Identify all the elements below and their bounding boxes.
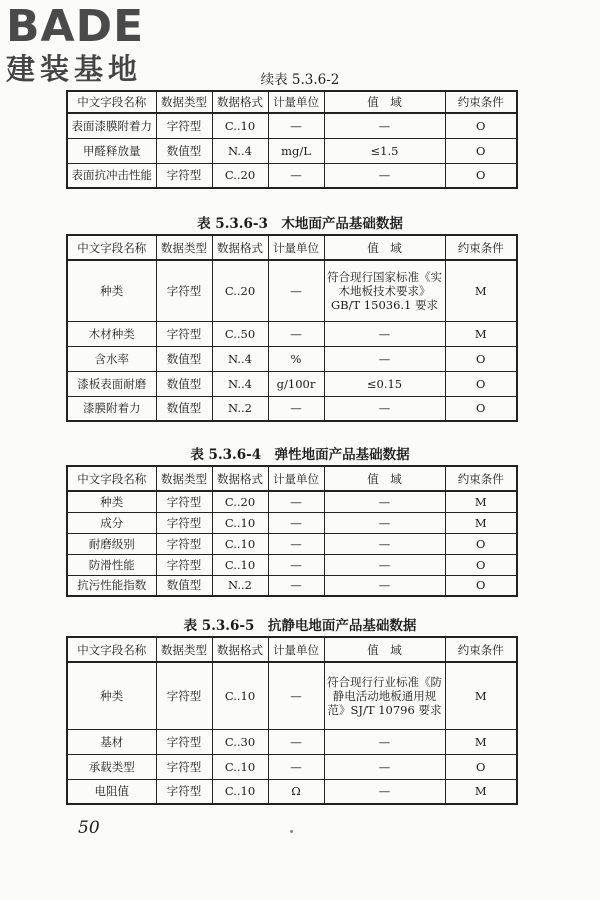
cell: C..20 bbox=[212, 163, 268, 188]
cell: C..30 bbox=[212, 729, 268, 754]
cell: O bbox=[445, 575, 517, 596]
cell: N..4 bbox=[212, 371, 268, 396]
cell: M bbox=[445, 491, 517, 512]
cell: — bbox=[268, 321, 324, 346]
cell: 基材 bbox=[67, 729, 156, 754]
header-cell: 计量单位 bbox=[268, 466, 324, 491]
cell: ≤1.5 bbox=[324, 138, 445, 163]
cell: — bbox=[268, 491, 324, 512]
header-cell: 中文字段名称 bbox=[67, 637, 156, 662]
cell: 数值型 bbox=[156, 138, 212, 163]
header-cell: 数据格式 bbox=[212, 637, 268, 662]
cell: C..10 bbox=[212, 779, 268, 804]
cell: 种类 bbox=[67, 662, 156, 729]
table-row bbox=[67, 754, 517, 779]
cell: 字符型 bbox=[156, 533, 212, 554]
header-cell: 约束条件 bbox=[445, 91, 517, 113]
cell: — bbox=[268, 512, 324, 533]
cell: — bbox=[324, 754, 445, 779]
header-cell: 计量单位 bbox=[268, 637, 324, 662]
logo-text-en: BADE bbox=[6, 1, 145, 52]
table-row bbox=[67, 533, 517, 554]
cell: 字符型 bbox=[156, 321, 212, 346]
cell: 字符型 bbox=[156, 554, 212, 575]
cell: O bbox=[445, 554, 517, 575]
cell: 数值型 bbox=[156, 396, 212, 421]
cell: 耐磨级别 bbox=[67, 533, 156, 554]
cell: 表面漆膜附着力 bbox=[67, 113, 156, 138]
header-cell: 数据格式 bbox=[212, 466, 268, 491]
table1-caption: 续表 5.3.6-2 bbox=[260, 72, 340, 88]
cell: 表面抗冲击性能 bbox=[67, 163, 156, 188]
cell: — bbox=[324, 575, 445, 596]
table-row bbox=[67, 396, 517, 421]
cell: — bbox=[268, 575, 324, 596]
cell: 数值型 bbox=[156, 346, 212, 371]
cell: g/100r bbox=[268, 371, 324, 396]
table1-header-row bbox=[67, 91, 517, 113]
table-row bbox=[67, 113, 517, 138]
cell: O bbox=[445, 754, 517, 779]
logo-text-cn: 建装基地 bbox=[6, 52, 143, 86]
header-cell: 值 域 bbox=[324, 466, 445, 491]
cell: % bbox=[268, 346, 324, 371]
cell: 种类 bbox=[67, 491, 156, 512]
header-cell: 计量单位 bbox=[268, 235, 324, 260]
cell: — bbox=[324, 491, 445, 512]
table3-caption: 表 5.3.6-4 弹性地面产品基础数据 bbox=[190, 447, 410, 463]
cell: M bbox=[445, 512, 517, 533]
cell: O bbox=[445, 371, 517, 396]
table-row bbox=[67, 346, 517, 371]
header-cell: 值 域 bbox=[324, 235, 445, 260]
cell: 符合现行行业标准《防静电活动地板通用规范》SJ/T 10796 要求 bbox=[324, 662, 445, 729]
table4 bbox=[66, 636, 518, 805]
cell: 漆膜附着力 bbox=[67, 396, 156, 421]
table-row bbox=[67, 138, 517, 163]
header-cell: 约束条件 bbox=[445, 235, 517, 260]
table-row bbox=[67, 554, 517, 575]
table-row bbox=[67, 163, 517, 188]
cell: — bbox=[324, 346, 445, 371]
cell: O bbox=[445, 113, 517, 138]
cell: O bbox=[445, 346, 517, 371]
cell: 数值型 bbox=[156, 371, 212, 396]
table-row bbox=[67, 575, 517, 596]
cell: — bbox=[324, 554, 445, 575]
cell: — bbox=[268, 396, 324, 421]
cell: M bbox=[445, 729, 517, 754]
cell: M bbox=[445, 662, 517, 729]
cell: C..50 bbox=[212, 321, 268, 346]
header-cell: 中文字段名称 bbox=[67, 91, 156, 113]
cell: mg/L bbox=[268, 138, 324, 163]
page-number: 50 bbox=[78, 818, 100, 838]
cell: — bbox=[324, 779, 445, 804]
cell: M bbox=[445, 260, 517, 321]
cell: — bbox=[268, 113, 324, 138]
table-row bbox=[67, 779, 517, 804]
cell: O bbox=[445, 533, 517, 554]
cell: 字符型 bbox=[156, 260, 212, 321]
cell: 字符型 bbox=[156, 163, 212, 188]
cell: 成分 bbox=[67, 512, 156, 533]
cell: C..20 bbox=[212, 260, 268, 321]
cell: — bbox=[268, 163, 324, 188]
cell: — bbox=[324, 533, 445, 554]
header-cell: 约束条件 bbox=[445, 637, 517, 662]
cell: C..10 bbox=[212, 113, 268, 138]
cell: N..4 bbox=[212, 138, 268, 163]
cell: C..10 bbox=[212, 512, 268, 533]
cell: C..10 bbox=[212, 533, 268, 554]
cell: — bbox=[268, 554, 324, 575]
header-cell: 数据类型 bbox=[156, 637, 212, 662]
header-cell: 中文字段名称 bbox=[67, 235, 156, 260]
cell: — bbox=[268, 662, 324, 729]
cell: 字符型 bbox=[156, 779, 212, 804]
cell: — bbox=[268, 754, 324, 779]
header-cell: 值 域 bbox=[324, 91, 445, 113]
header-cell: 值 域 bbox=[324, 637, 445, 662]
table4-header-row bbox=[67, 637, 517, 662]
table2-caption: 表 5.3.6-3 木地面产品基础数据 bbox=[197, 216, 403, 232]
cell: — bbox=[324, 512, 445, 533]
cell: 电阻值 bbox=[67, 779, 156, 804]
table3-header-row bbox=[67, 466, 517, 491]
cell: ≤0.15 bbox=[324, 371, 445, 396]
table-row bbox=[67, 662, 517, 729]
cell: 防滑性能 bbox=[67, 554, 156, 575]
cell: C..10 bbox=[212, 754, 268, 779]
table-row bbox=[67, 729, 517, 754]
cell: N..2 bbox=[212, 396, 268, 421]
cell: 承载类型 bbox=[67, 754, 156, 779]
cell: M bbox=[445, 321, 517, 346]
cell: — bbox=[324, 396, 445, 421]
cell: O bbox=[445, 138, 517, 163]
cell: 数值型 bbox=[156, 575, 212, 596]
table-row bbox=[67, 491, 517, 512]
cell: — bbox=[268, 729, 324, 754]
table4-caption: 表 5.3.6-5 抗静电地面产品基础数据 bbox=[183, 618, 417, 634]
table3 bbox=[66, 465, 518, 597]
cell: 字符型 bbox=[156, 754, 212, 779]
cell: N..2 bbox=[212, 575, 268, 596]
table-row bbox=[67, 260, 517, 321]
table1 bbox=[66, 90, 518, 189]
table2 bbox=[66, 234, 518, 422]
table-row bbox=[67, 371, 517, 396]
cell: — bbox=[324, 321, 445, 346]
cell: 漆板表面耐磨 bbox=[67, 371, 156, 396]
cell: 抗污性能指数 bbox=[67, 575, 156, 596]
cell: O bbox=[445, 396, 517, 421]
header-cell: 数据格式 bbox=[212, 235, 268, 260]
cell: 字符型 bbox=[156, 662, 212, 729]
cell: 字符型 bbox=[156, 491, 212, 512]
cell: 含水率 bbox=[67, 346, 156, 371]
table-row bbox=[67, 512, 517, 533]
header-cell: 数据格式 bbox=[212, 91, 268, 113]
cell: Ω bbox=[268, 779, 324, 804]
header-cell: 中文字段名称 bbox=[67, 466, 156, 491]
cell: 字符型 bbox=[156, 113, 212, 138]
header-cell: 计量单位 bbox=[268, 91, 324, 113]
cell: — bbox=[268, 533, 324, 554]
header-cell: 约束条件 bbox=[445, 466, 517, 491]
cell: O bbox=[445, 163, 517, 188]
cell: C..10 bbox=[212, 662, 268, 729]
speck bbox=[290, 830, 293, 833]
cell: 种类 bbox=[67, 260, 156, 321]
cell: 字符型 bbox=[156, 512, 212, 533]
cell: — bbox=[268, 260, 324, 321]
cell: C..20 bbox=[212, 491, 268, 512]
cell: — bbox=[324, 163, 445, 188]
header-cell: 数据类型 bbox=[156, 466, 212, 491]
cell: 字符型 bbox=[156, 729, 212, 754]
cell: C..10 bbox=[212, 554, 268, 575]
cell: — bbox=[324, 729, 445, 754]
cell: N..4 bbox=[212, 346, 268, 371]
header-cell: 数据类型 bbox=[156, 91, 212, 113]
header-cell: 数据类型 bbox=[156, 235, 212, 260]
cell: 符合现行国家标准《实木地板技术要求》GB/T 15036.1 要求 bbox=[324, 260, 445, 321]
table2-header-row bbox=[67, 235, 517, 260]
cell: 甲醛释放量 bbox=[67, 138, 156, 163]
cell: — bbox=[324, 113, 445, 138]
table-row bbox=[67, 321, 517, 346]
cell: M bbox=[445, 779, 517, 804]
cell: 木材种类 bbox=[67, 321, 156, 346]
